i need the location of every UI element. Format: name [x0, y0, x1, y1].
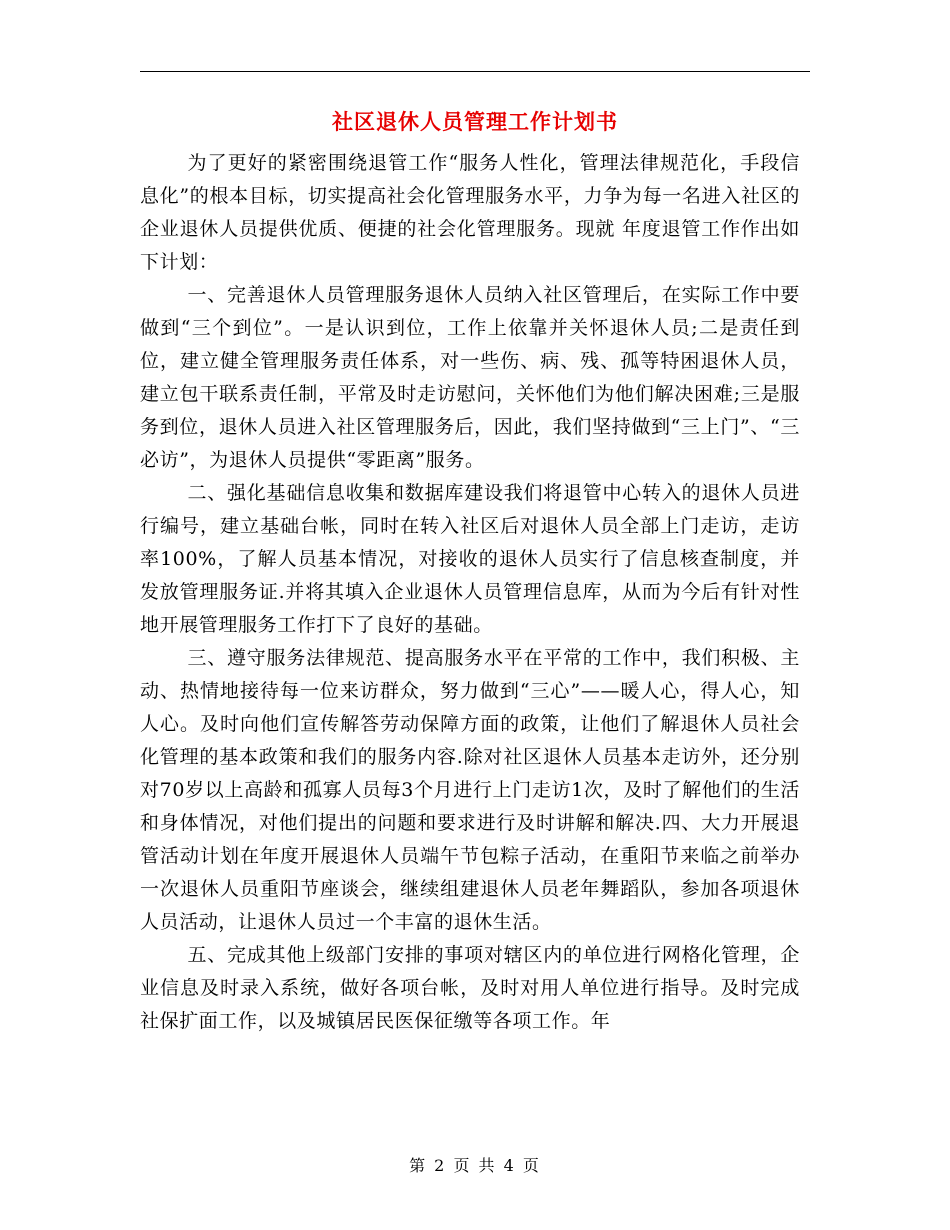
paragraph-section-5: 五、完成其他上级部门安排的事项对辖区内的单位进行网格化管理，企业信息及时录入系统，做好各项台帐，及时对用人单位进行指导。及时完成社保扩面工作，以及城镇居民医保征缴等各项工作。年 — [140, 944, 800, 1032]
paragraph-intro: 为了更好的紧密围绕退管工作“服务人性化，管理法律规范化，手段信息化”的根本目标，切实提高社会化管理服务水平，力争为每一名进入社区的企业退休人员提供优质、便捷的社会化管理服务。现就 年度退管工作作出如下计划： — [140, 152, 800, 273]
paragraph-section-3: 三、遵守服务法律规范、提高服务水平在平常的工作中，我们积极、主动、热情地接待每一位来访群众，努力做到“三心”——暖人心，得人心，知人心。及时向他们宣传解答劳动保障方面的政策，让他们了解退休人员社会化管理的基本政策和我们的服务内容.除对社区退休人员基本走访外，还分别对70岁以上高龄和孤寡人员每3个月进行上门走访1次，及时了解他们的生活和身体情况，对他们提出的问题和要求进行及时讲解和解决.四、大力开展退管活动计划在年度开展退休人员端午节包粽子活动，在重阳节来临之前举办一次退休人员重阳节座谈会，继续组建退休人员老年舞蹈队，参加各项退休人员活动，让退休人员过一个丰富的退休生活。 — [140, 647, 800, 933]
document-body — [140, 147, 800, 1038]
document-title: 社区退休人员管理工作计划书 — [332, 109, 618, 134]
paragraph-section-1: 一、完善退休人员管理服务退休人员纳入社区管理后，在实际工作中要做到“三个到位”。一是认识到位，工作上依靠并关怀退休人员;二是责任到位，建立健全管理服务责任体系，对一些伤、病、残、孤等特困退休人员，建立包干联系责任制，平常及时走访慰问，关怀他们为他们解决困难;三是服务到位，退休人员进入社区管理服务后，因此，我们坚持做到“三上门”、“三必访”，为退休人员提供“零距离”服务。 — [140, 284, 800, 471]
page-number: 第 2 页 共 4 页 — [409, 1156, 541, 1175]
paragraph-section-2: 二、强化基础信息收集和数据库建设我们将退管中心转入的退休人员进行编号，建立基础台帐，同时在转入社区后对退休人员全部上门走访，走访率100%，了解人员基本情况，对接收的退休人员实行了信息核查制度，并发放管理服务证.并将其填入企业退休人员管理信息库，从而为今后有针对性地开展管理服务工作打下了良好的基础。 — [140, 482, 800, 636]
header-rule — [140, 71, 810, 72]
